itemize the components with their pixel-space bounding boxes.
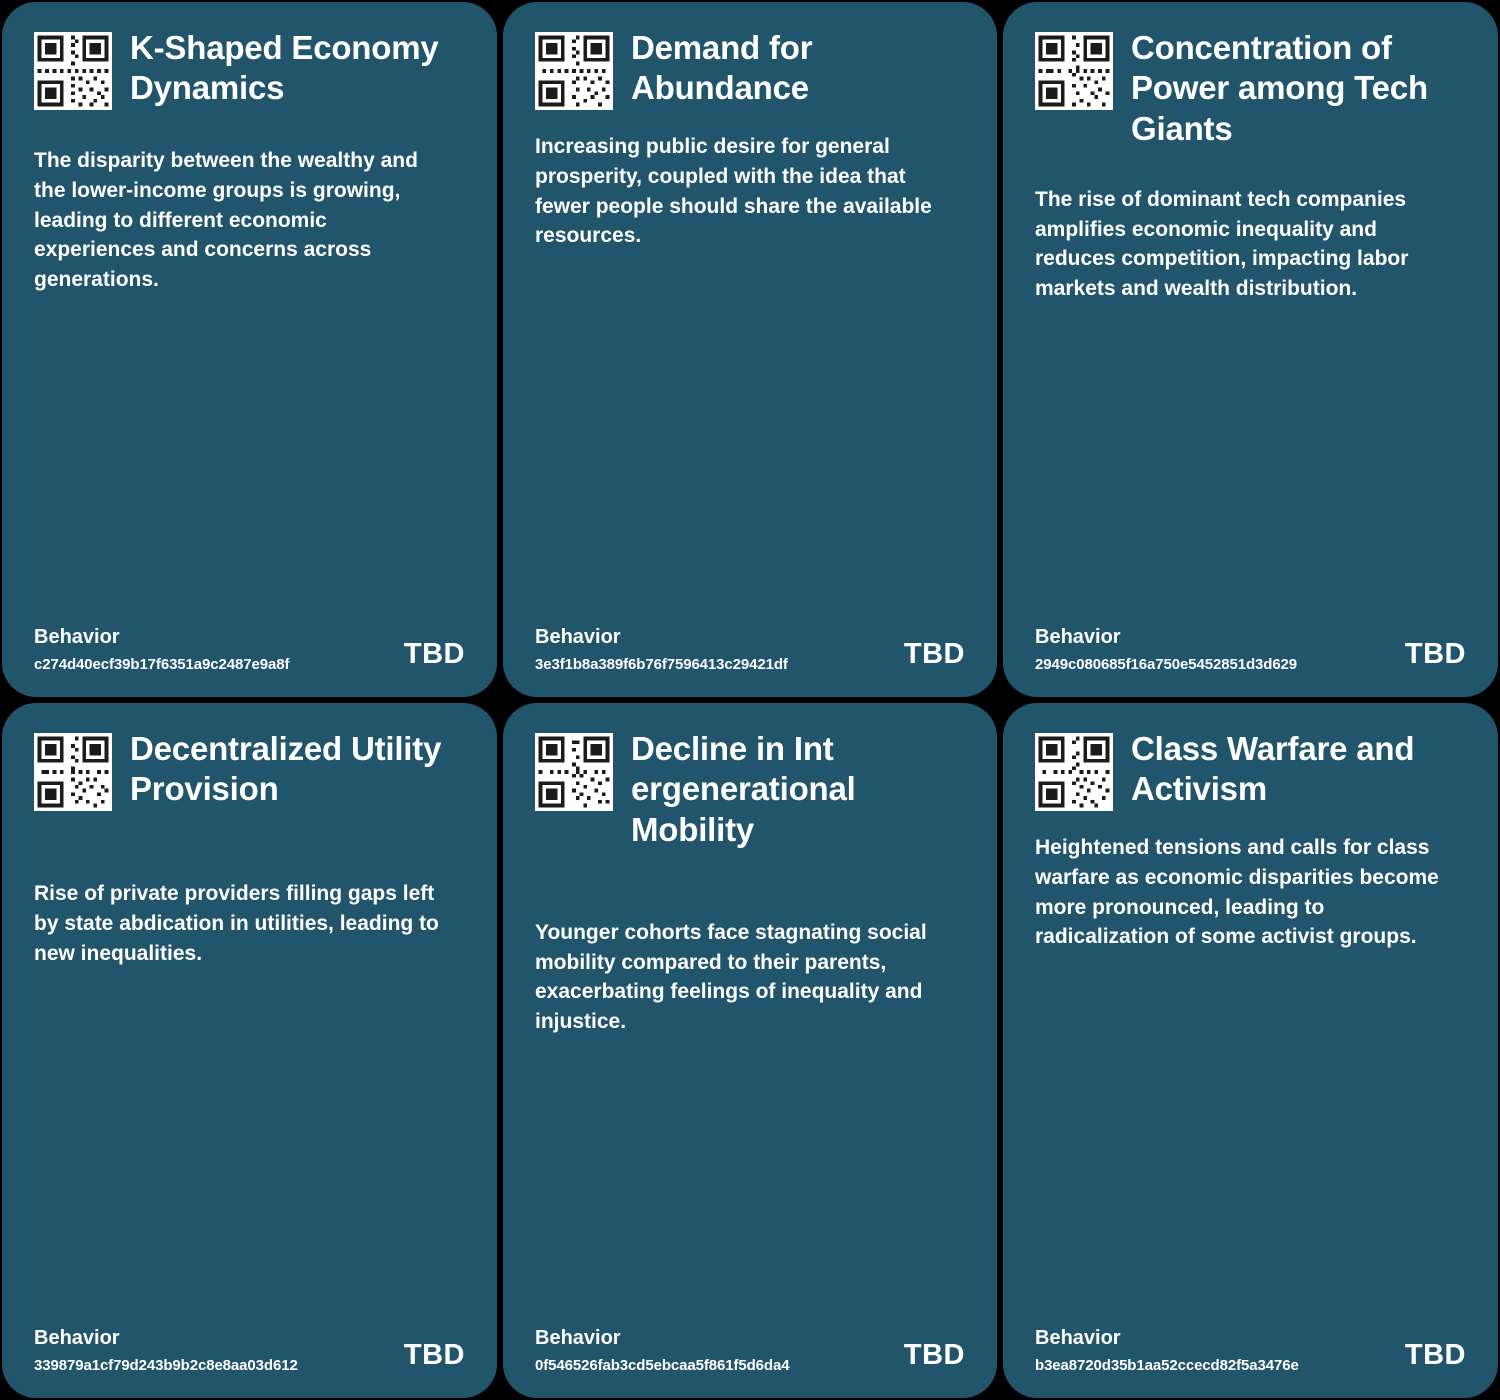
status-badge: TBD <box>1404 638 1466 670</box>
card-header <box>1035 730 1466 811</box>
card-footer-meta <box>34 1327 298 1374</box>
card-k-shaped-economy-dynamics[interactable] <box>2 2 497 697</box>
card-footer-label: Behavior <box>535 1327 621 1349</box>
qr-code-icon <box>535 733 613 811</box>
card-concentration-of-power-among-tech-giants[interactable] <box>1003 2 1498 697</box>
card-decline-in-intergenerational-mobility[interactable] <box>503 703 997 1398</box>
card-title: Class Warfare and Activism <box>1131 730 1415 808</box>
card-footer-hash: b3ea8720d35b1aa52ccecd82f5a3476e <box>1035 1357 1299 1374</box>
card-description: Heightened tensions and calls for class warfare as economic disparities become more pronounced, leading to radicalization of some activist groups. <box>1035 836 1439 949</box>
card-footer-hash: 339879a1cf79d243b9b2c8e8aa03d612 <box>34 1357 298 1374</box>
card-title: Demand for Abundance <box>631 29 813 107</box>
card-footer-hash: 2949c080685f16a750e5452851d3d629 <box>1035 656 1298 673</box>
card-footer-hash: 3e3f1b8a389f6b76f7596413c29421df <box>535 656 788 673</box>
card-header <box>34 29 465 110</box>
card-footer-label: Behavior <box>34 1327 120 1349</box>
card-description: Increasing public desire for general prosperity, coupled with the idea that fewer people should share the available resources. <box>535 135 932 248</box>
status-badge: TBD <box>903 638 965 670</box>
card-class-warfare-and-activism[interactable] <box>1003 703 1498 1398</box>
qr-code-icon <box>535 32 613 110</box>
card-title: K-Shaped Economy Dynamics <box>130 29 439 107</box>
card-footer-label: Behavior <box>1035 1327 1121 1349</box>
card-footer <box>34 1327 465 1374</box>
card-decentralized-utility-provision[interactable] <box>2 703 497 1398</box>
card-footer <box>1035 626 1466 673</box>
card-footer-label: Behavior <box>34 626 120 648</box>
card-footer-meta <box>1035 626 1297 673</box>
card-description: Rise of private providers filling gaps left by state abdication in utilities, leading to new inequalities. <box>34 882 439 965</box>
card-header <box>535 29 965 110</box>
status-badge: TBD <box>403 638 465 670</box>
card-footer-meta <box>34 626 289 673</box>
card-header <box>1035 29 1466 149</box>
card-footer <box>34 626 465 673</box>
card-footer-meta <box>1035 1327 1299 1374</box>
card-footer-hash: c274d40ecf39b17f6351a9c2487e9a8f <box>34 656 290 673</box>
status-badge: TBD <box>403 1339 465 1371</box>
qr-code-icon <box>34 733 112 811</box>
card-footer <box>535 626 965 673</box>
card-description: The disparity between the wealthy and the lower-income groups is growing, leading to different economic experiences and concerns across generations. <box>34 149 418 292</box>
card-header <box>535 730 965 850</box>
card-footer-meta <box>535 1327 789 1374</box>
qr-code-icon <box>1035 32 1113 110</box>
card-title: Decentralized Utility Provision <box>130 730 442 808</box>
card-footer <box>1035 1327 1466 1374</box>
card-footer <box>535 1327 965 1374</box>
card-footer-meta <box>535 626 788 673</box>
card-footer-hash: 0f546526fab3cd5ebcaa5f861f5d6da4 <box>535 1357 790 1374</box>
card-footer-label: Behavior <box>1035 626 1121 648</box>
card-description: Younger cohorts face stagnating social mobility compared to their parents, exacerbating feelings of inequality and injustice. <box>535 920 927 1034</box>
status-badge: TBD <box>903 1339 965 1371</box>
card-footer-label: Behavior <box>535 626 621 648</box>
status-badge: TBD <box>1404 1339 1466 1371</box>
card-description: The rise of dominant tech companies amplifies economic inequality and reduces competition, impacting labor markets and wealth distribution. <box>1035 187 1409 301</box>
card-demand-for-abundance[interactable] <box>503 2 997 697</box>
card-title: Concentration of Power among Tech Giants <box>1131 29 1428 147</box>
qr-code-icon <box>34 32 112 110</box>
qr-code-icon <box>1035 733 1113 811</box>
card-header <box>34 730 465 811</box>
card-title: Decline in Int ergenerational Mobility <box>631 730 856 848</box>
